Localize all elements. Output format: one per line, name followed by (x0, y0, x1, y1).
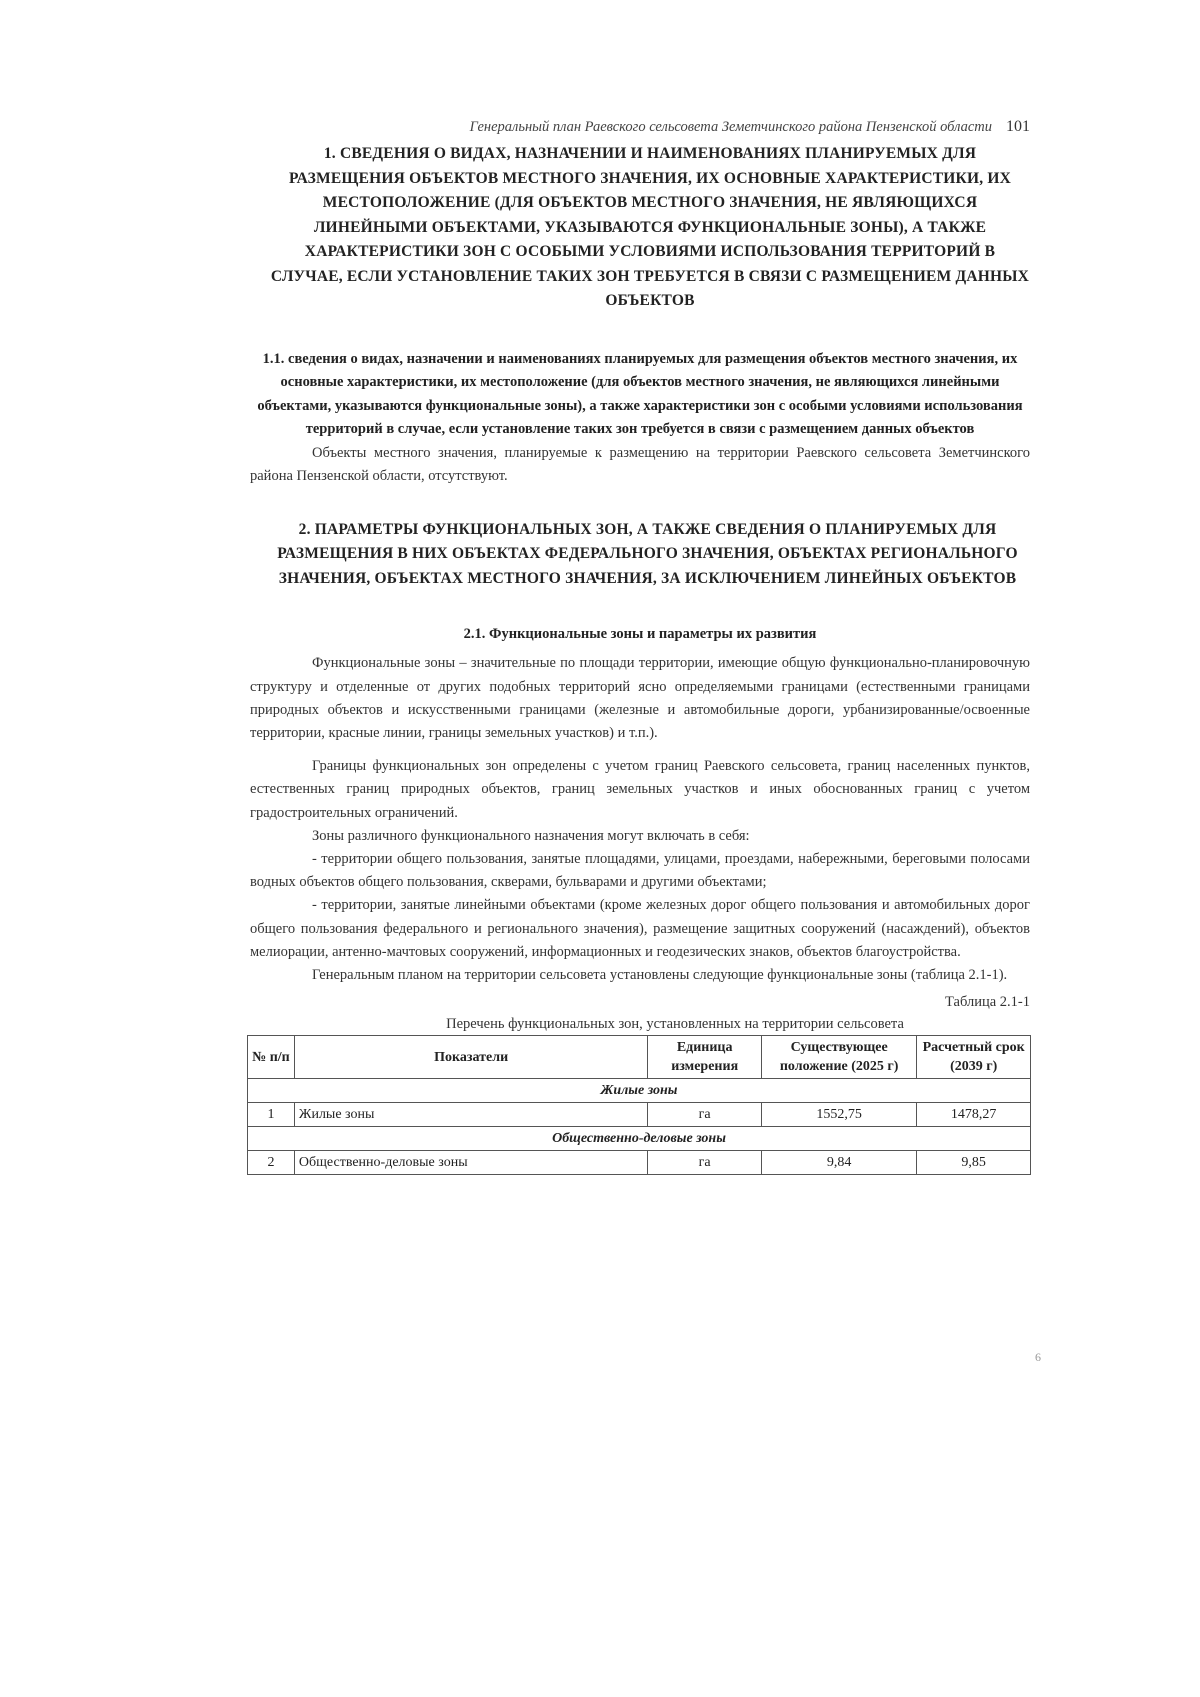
list-item: - территории, занятые линейными объектами (кроме железных дорог общего пользования и автомобильных дорог общего пользования федерального и регионального значения), размещение защитных сооружений (насаждений), объектов мелиорации, антенно-мачтовых сооружений, информационных и геодезических знаков, объектов благоустройства. (250, 897, 1030, 960)
running-header (295, 118, 1030, 136)
cell-existing: 9,84 (761, 1151, 916, 1175)
paragraph-zone-contents: Зоны различного функционального назначения могут включать в себя: (312, 827, 750, 844)
section-1-1-subtitle: 1.1. сведения о видах, назначении и наименованиях планируемых для размещения объектов местного значения, их основные характеристики, их местоположение (для объектов местного значения, не являющихся линейными объектами, указываются функциональные зоны), а также характеристики зон с особыми условиями использования территорий в случае, если установление таких зон требуется в связи с размещением данных объектов (257, 350, 1023, 437)
cell-unit: га (648, 1151, 762, 1175)
running-title: Генеральный план Раевского сельсовета Земетчинского района Пензенской области (469, 119, 992, 135)
cell-unit: га (648, 1103, 762, 1127)
cell-indicator: Жилые зоны (294, 1103, 647, 1127)
table-row (248, 1103, 1031, 1127)
section-1-title: 1. СВЕДЕНИЯ О ВИДАХ, НАЗНАЧЕНИИ И НАИМЕНОВАНИЯХ ПЛАНИРУЕМЫХ ДЛЯ РАЗМЕЩЕНИЯ ОБЪЕКТОВ МЕСТНОГО ЗНАЧЕНИЯ, ИХ ОСНОВНЫЕ ХАРАКТЕРИСТИКИ, ИХ МЕСТОПОЛОЖЕНИЕ (ДЛЯ ОБЪЕКТОВ МЕСТНОГО ЗНАЧЕНИЯ, НЕ ЯВЛЯЮЩИХСЯ ЛИНЕЙНЫМИ ОБЪЕКТАМИ, УКАЗЫВАЮТСЯ ФУНКЦИОНАЛЬНЫЕ ЗОНЫ), А ТАКЖЕ ХАРАКТЕРИСТИКИ ЗОН С ОСОБЫМИ УСЛОВИЯМИ ИСПОЛЬЗОВАНИЯ ТЕРРИТОРИЙ В СЛУЧАЕ, ЕСЛИ УСТАНОВЛЕНИЕ ТАКИХ ЗОН ТРЕБУЕТСЯ В СВЯЗИ С РАЗМЕЩЕНИЕМ ДАННЫХ ОБЪЕКТОВ (270, 145, 1030, 309)
section-2-title: 2. ПАРАМЕТРЫ ФУНКЦИОНАЛЬНЫХ ЗОН, А ТАКЖЕ СВЕДЕНИЯ О ПЛАНИРУЕМЫХ ДЛЯ РАЗМЕЩЕНИЯ В НИХ ОБЪЕКТАХ ФЕДЕРАЛЬНОГО ЗНАЧЕНИЯ, ОБЪЕКТАХ РЕГИОНАЛЬНОГО ЗНАЧЕНИЯ, ОБЪЕКТАХ МЕСТНОГО ЗНАЧЕНИЯ, ЗА ИСКЛЮЧЕНИЕМ ЛИНЕЙНЫХ ОБЪЕКТОВ (277, 520, 1018, 587)
paragraph-established-zones: Генеральным планом на территории сельсовета установлены следующие функциональные зоны (таблица 2.1-1). (312, 967, 1008, 984)
group-label: Общественно-деловые зоны (248, 1127, 1031, 1151)
document-page (250, 118, 1030, 1175)
table-row (248, 1151, 1031, 1175)
footer-mark: 6 (1035, 1350, 1041, 1364)
header-target: Расчетный срок (2039 г) (917, 1036, 1031, 1079)
list-item: - территории общего пользования, занятые площадями, улицами, проездами, набережными, береговыми полосами водных объектов общего пользования, скверами, бульварами и другими объектами; (250, 851, 1030, 891)
header-num: № п/п (248, 1036, 295, 1079)
table-caption: Таблица 2.1-1 (945, 994, 1030, 1011)
header-existing: Существующее положение (2025 г) (761, 1036, 916, 1079)
cell-num: 1 (248, 1103, 295, 1127)
page-number: 101 (1006, 118, 1030, 135)
table-group-row (248, 1127, 1031, 1151)
cell-target: 1478,27 (917, 1103, 1031, 1127)
cell-indicator: Общественно-деловые зоны (294, 1151, 647, 1175)
cell-existing: 1552,75 (761, 1103, 916, 1127)
header-indicator: Показатели (294, 1036, 647, 1079)
cell-target: 9,85 (917, 1151, 1031, 1175)
group-label: Жилые зоны (248, 1079, 1031, 1103)
table-header-row (248, 1036, 1031, 1079)
table-title: Перечень функциональных зон, установленных на территории сельсовета (446, 1016, 904, 1033)
table-group-row (248, 1079, 1031, 1103)
section-1-paragraph: Объекты местного значения, планируемые к размещению на территории Раевского сельсовета Земетчинского района Пензенской области, отсутствуют. (250, 444, 1030, 484)
header-unit: Единица измерения (648, 1036, 762, 1079)
section-2-1-subtitle: 2.1. Функциональные зоны и параметры их развития (463, 626, 817, 643)
paragraph-zone-boundaries: Границы функциональных зон определены с учетом границ Раевского сельсовета, границ населенных пунктов, естественных границ природных объектов, границ земельных участков и иных обоснованных границ с учетом градостроительных ограничений. (250, 758, 1030, 821)
paragraph-functional-zones: Функциональные зоны – значительные по площади территории, имеющие общую функционально-планировочную структуру и отделенные от других подобных территорий ясно определяемыми границами (естественными границами природных объектов и искусственными границами (железные и автомобильные дороги, урбанизированные/освоенные территории, красные линии, границы земельных участков) и т.п.). (250, 655, 1030, 742)
cell-num: 2 (248, 1151, 295, 1175)
functional-zones-table (247, 1035, 1031, 1175)
